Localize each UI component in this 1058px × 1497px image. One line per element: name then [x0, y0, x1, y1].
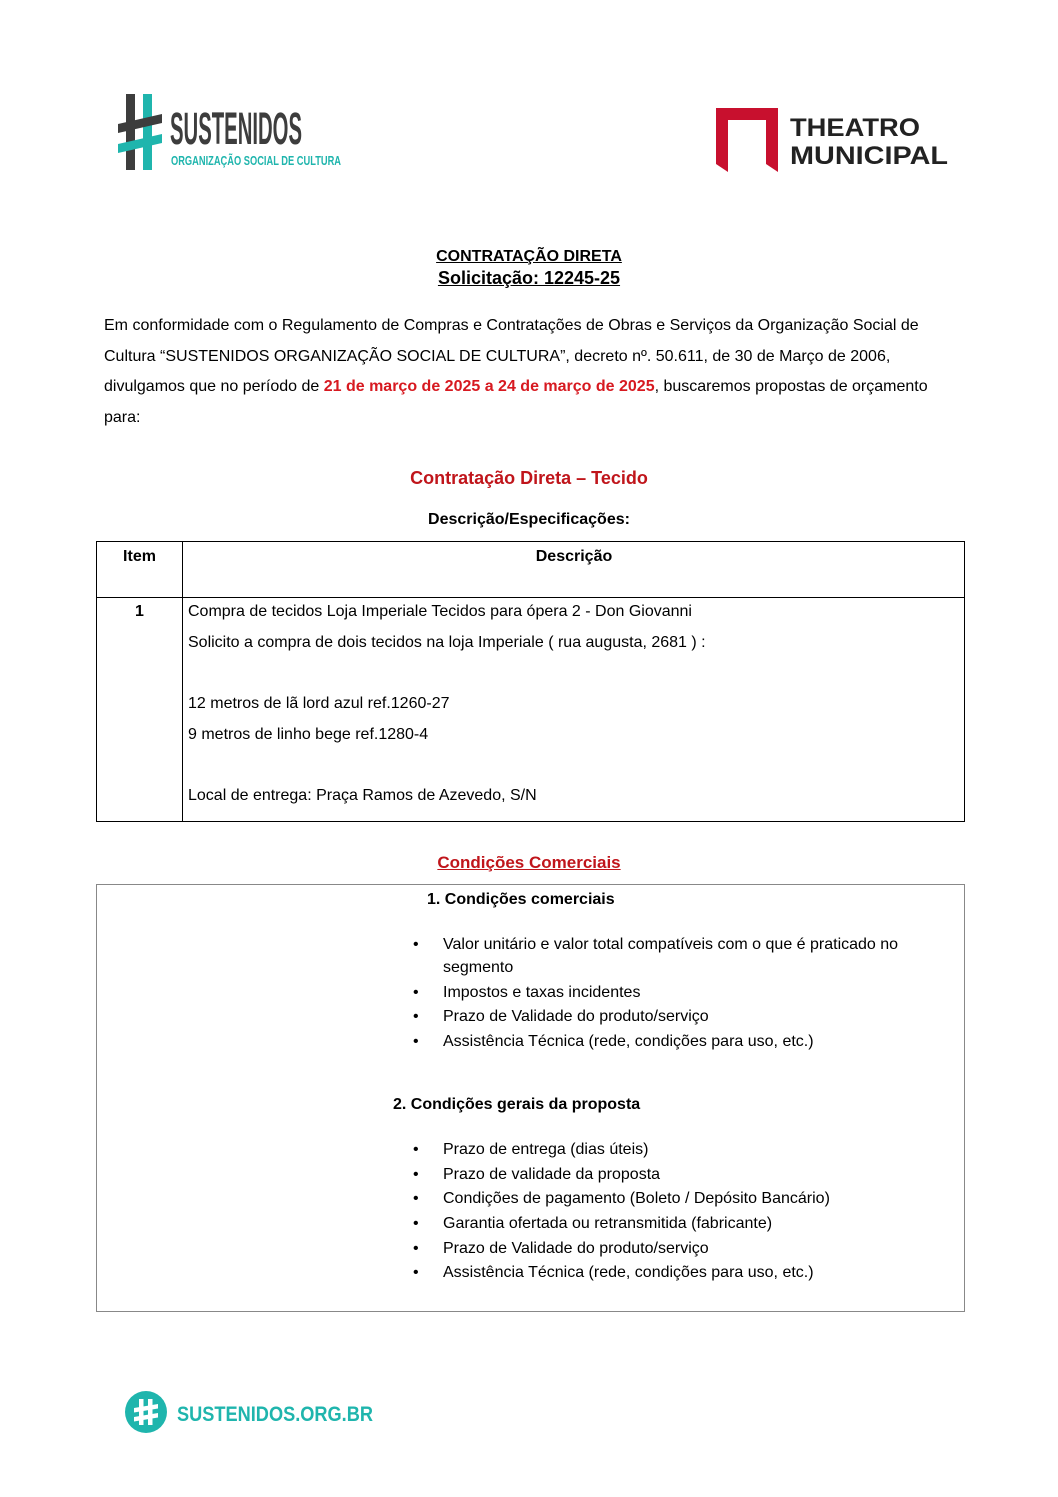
- bullet-icon: •: [413, 1264, 419, 1282]
- column-divider: [182, 542, 183, 821]
- description-line: 9 metros de linho bege ref.1280-4: [188, 726, 429, 743]
- section-title: Contratação Direta – Tecido: [410, 468, 648, 488]
- hash-logo-icon: [118, 94, 400, 170]
- theatro-arch-icon: [716, 108, 956, 174]
- commercial-conditions-heading: Condições Comerciais: [437, 853, 621, 872]
- item-table: [96, 541, 965, 822]
- bullet-icon: •: [413, 1141, 419, 1158]
- column-header-item: Item: [123, 548, 156, 565]
- intro-text-end: , buscaremos propostas de orçamento para:: [104, 378, 928, 426]
- conditions-section-1-list: [411, 933, 951, 1055]
- list-item: • Valor unitário e valor total compatíveis com o que é praticado no segmento: [411, 933, 951, 979]
- bullet-icon: •: [413, 1239, 419, 1257]
- website-text: SUSTENIDOS.ORG.BR: [177, 1403, 373, 1426]
- description-line: 12 metros de lã lord azul ref.1260-27: [188, 695, 450, 712]
- list-item: • Impostos e taxas incidentes: [411, 981, 951, 1004]
- list-item: • Prazo de Validade do produto/serviço: [411, 1005, 951, 1028]
- list-item: • Garantia ofertada ou retransmitida (fabricante): [411, 1212, 951, 1235]
- bullet-icon: •: [413, 1215, 419, 1233]
- specifications-heading: Descrição/Especificações:: [428, 511, 630, 528]
- list-item: • Assistência Técnica (rede, condições para uso, etc.): [411, 1261, 951, 1284]
- list-item: • Prazo de validade da proposta: [411, 1163, 951, 1186]
- list-item: • Prazo de Validade do produto/serviço: [411, 1237, 951, 1260]
- theatro-municipal-logo: [716, 108, 956, 174]
- conditions-section-1-title: 1. Condições comerciais: [427, 891, 615, 908]
- conditions-section-2-title: 2. Condições gerais da proposta: [393, 1096, 641, 1113]
- list-item: • Assistência Técnica (rede, condições para uso, etc.): [411, 1030, 951, 1053]
- svg-text:ORGANIZAÇÃO SOCIAL DE CULTURA: ORGANIZAÇÃO SOCIAL DE CULTURA: [171, 154, 400, 168]
- list-item: • Condições de pagamento (Boleto / Depósito Bancário): [411, 1187, 951, 1210]
- intro-paragraph: [104, 311, 964, 433]
- column-header-description: Descrição: [535, 548, 613, 565]
- list-item: • Prazo de entrega (dias úteis): [411, 1138, 951, 1161]
- conditions-box: [96, 884, 965, 1312]
- bullet-icon: •: [413, 1033, 419, 1051]
- bullet-icon: •: [413, 983, 419, 1001]
- document-title: CONTRATAÇÃO DIRETA: [436, 248, 622, 265]
- description-line: Compra de tecidos Loja Imperiale Tecidos para ópera 2 - Don Giovanni: [188, 603, 692, 620]
- header-divider: [97, 597, 964, 598]
- sustenidos-logo: [118, 94, 400, 170]
- bullet-icon: •: [413, 1190, 419, 1208]
- description-line: Solicito a compra de dois tecidos na loja Imperiale ( rua augusta, 2681 ) :: [188, 634, 706, 651]
- conditions-section-2-list: [411, 1138, 951, 1286]
- hash-circle-icon: [125, 1390, 385, 1434]
- svg-text:THEATRO: THEATRO: [790, 114, 920, 142]
- bullet-icon: •: [413, 936, 419, 953]
- description-line: Local de entrega: Praça Ramos de Azevedo, S/N: [188, 787, 537, 804]
- item-number: 1: [135, 603, 144, 620]
- request-number: Solicitação: 12245-25: [437, 268, 621, 288]
- svg-text:SUSTENIDOS: SUSTENIDOS: [170, 103, 302, 154]
- intro-text-start: Em conformidade com o Regulamento de Compras e Contratações de Obras e Serviços da Organização Social de Cultura “SUSTENIDOS ORGANIZAÇÃO SOCIAL DE CULTURA”, decreto nº. 50.611, de 30 de Março de 2006, divulgamos que no período de: [104, 317, 919, 395]
- svg-text:MUNICIPAL: MUNICIPAL: [790, 142, 948, 170]
- period-highlight: 21 de março de 2025 a 24 de março de 2025: [323, 378, 655, 395]
- footer-website-logo: [125, 1390, 385, 1434]
- bullet-icon: •: [413, 1165, 419, 1183]
- bullet-icon: •: [413, 1008, 419, 1026]
